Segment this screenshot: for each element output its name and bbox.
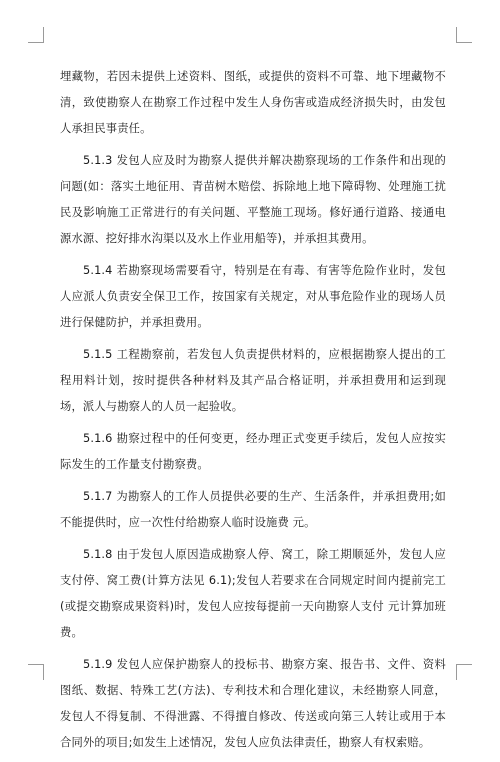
paragraph-clause-5-1-9: 5.1.9 发包人应保护勘察人的投标书、勘察方案、报告书、文件、资料图纸、数据、特殊工艺(方法)、专利技术和合理化建议，未经勘察人同意，发包人不得复制、不得泄露、不得擅自修改、传送或向第三人转让或用于本合同外的项目;如发生上述情况，发包人应负法律责任，勘察人有权索赔。 bbox=[60, 658, 446, 749]
crop-mark-top-left-h bbox=[28, 42, 44, 43]
paragraph-clause-5-1-6: 5.1.6 勘察过程中的任何变更，经办理正式变更手续后，发包人应按实际发生的工作量支付勘察费。 bbox=[60, 432, 446, 471]
paragraph-clause-5-1-7: 5.1.7 为勘察人的工作人员提供必要的生产、生活条件，并承担费用;如不能提供时，应一次性付给勘察人临时设施费 元。 bbox=[60, 490, 446, 529]
crop-mark-bottom-right-h bbox=[456, 664, 472, 665]
paragraph-clause-5-1-3: 5.1.3 发包人应及时为勘察人提供并解决勘察现场的工作条件和出现的问题(如：落实土地征用、青苗树木赔偿、拆除地上地下障碍物、处理施工扰民及影响施工正常进行的有关问题、平整施工现场。修好通行道路、接通电源水源、挖好排水沟渠以及水上作业用船等)，并承担其费用。 bbox=[60, 154, 446, 245]
crop-mark-bottom-left-h bbox=[28, 664, 44, 665]
crop-mark-top-left-v bbox=[43, 27, 44, 43]
paragraph-clause-5-1-5: 5.1.5 工程勘察前，若发包人负责提供材料的，应根据勘察人提出的工程用料计划，按时提供各种材料及其产品合格证明，并承担费用和运到现场，派人与勘察人的人员一起验收。 bbox=[60, 348, 446, 413]
paragraph-continuation: 埋藏物，若因未提供上述资料、图纸，或提供的资料不可靠、地下埋藏物不清，致使勘察人在勘察工作过程中发生人身伤害或造成经济损失时，由发包人承担民事责任。 bbox=[60, 70, 446, 135]
crop-mark-bottom-left-v bbox=[43, 664, 44, 680]
crop-mark-top-right-h bbox=[456, 42, 472, 43]
crop-mark-top-right-v bbox=[456, 27, 457, 43]
document-body bbox=[60, 64, 446, 762]
crop-mark-bottom-right-v bbox=[456, 664, 457, 680]
paragraph-clause-5-1-4: 5.1.4 若勘察现场需要看守，特别是在有毒、有害等危险作业时，发包人应派人负责安全保卫工作，按国家有关规定，对从事危险作业的现场人员进行保健防护，并承担费用。 bbox=[60, 264, 446, 329]
paragraph-clause-5-1-8: 5.1.8 由于发包人原因造成勘察人停、窝工，除工期顺延外，发包人应支付停、窝工费(计算方法见 6.1);发包人若要求在合同规定时间内提前完工(或提交勘察成果资料)时，发包人应按每提前一天向勘察人支付 元计算加班费。 bbox=[60, 548, 446, 639]
